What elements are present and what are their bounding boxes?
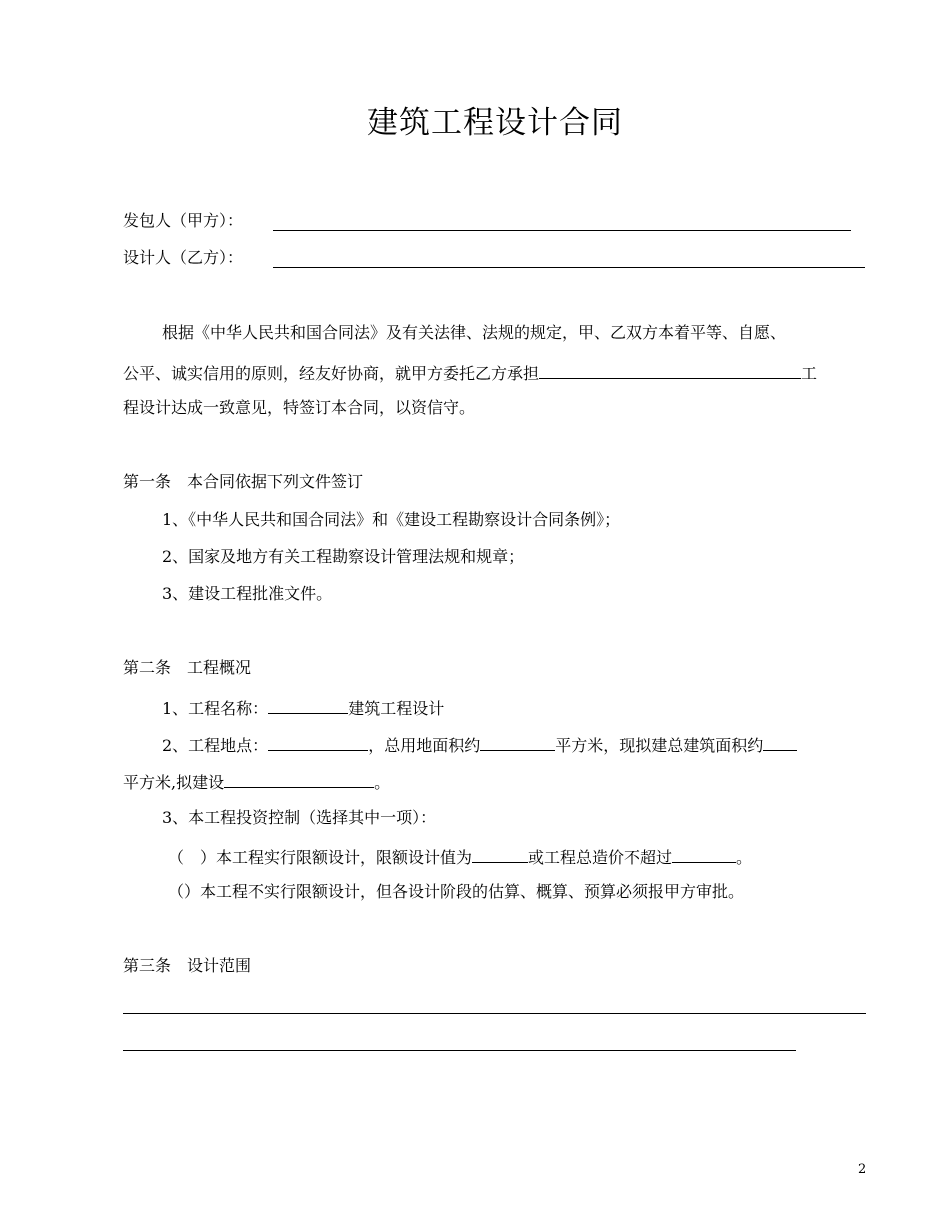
party-a-label: 发包人（甲方）： (123, 211, 244, 230)
scope-blank-line[interactable] (123, 1050, 796, 1051)
party-a-blank[interactable] (273, 230, 851, 231)
article-1-heading: 第一条 本合同依据下列文件签订 (123, 472, 364, 491)
option-text: （ ）本工程实行限额设计，限额设计值为 (168, 848, 473, 867)
limit-value-blank[interactable] (472, 845, 528, 863)
item-text: 1、工程名称： (162, 699, 269, 718)
location-blank[interactable] (268, 733, 368, 751)
project-name-blank[interactable] (268, 696, 348, 714)
preamble-text: 公平、诚实信用的原则，经友好协商，就甲方委托乙方承担 (123, 364, 540, 383)
preamble-line-3: 程设计达成一致意见，特签订本合同，以资信守。 (123, 398, 476, 417)
item-text: ，总用地面积约 (368, 736, 481, 755)
construction-blank[interactable] (224, 770, 374, 788)
item-text: 2、工程地点： (162, 736, 269, 755)
article-2-item-2-cont (123, 770, 390, 793)
land-area-blank[interactable] (480, 733, 555, 751)
preamble-line-1: 根据《中华人民共和国合同法》及有关法律、法规的规定，甲、乙双方本着平等、自愿、 (162, 323, 787, 342)
article-2-heading: 第二条 工程概况 (123, 658, 252, 677)
article-1-item: 3、建设工程批准文件。 (162, 584, 333, 603)
scope-blank-line[interactable] (123, 1013, 866, 1014)
document-title: 建筑工程设计合同 (367, 105, 623, 141)
article-3-heading: 第三条 设计范围 (123, 956, 252, 975)
item-text: 。 (374, 773, 391, 792)
article-1-item: 2、国家及地方有关工程勘察设计管理法规和规章； (162, 547, 525, 566)
option-text: 。 (736, 848, 753, 867)
page-number: 2 (858, 1162, 867, 1177)
item-text: 建筑工程设计 (348, 699, 445, 718)
party-b-label: 设计人（乙方）： (123, 248, 244, 267)
option-text: 或工程总造价不超过 (528, 848, 673, 867)
item-text: 平方米，现拟建总建筑面积约 (555, 736, 764, 755)
item-text: 平方米,拟建设 (123, 773, 225, 792)
article-1-item: 1、《中华人民共和国合同法》和《建设工程勘察设计合同条例》； (162, 510, 621, 529)
preamble-line-2 (123, 361, 817, 384)
article-2-item-3: 3、本工程投资控制（选择其中一项）： (162, 808, 437, 827)
total-cost-blank[interactable] (672, 845, 736, 863)
building-area-blank[interactable] (763, 733, 797, 751)
party-b-blank[interactable] (273, 267, 865, 268)
article-2-item-2 (162, 733, 797, 756)
preamble-text: 工 (801, 364, 818, 383)
project-blank[interactable] (539, 361, 801, 379)
article-2-item-1 (162, 696, 444, 719)
investment-option-2: （）本工程不实行限额设计，但各设计阶段的估算、概算、预算必须报甲方审批。 (168, 882, 745, 901)
investment-option-1 (168, 845, 752, 868)
